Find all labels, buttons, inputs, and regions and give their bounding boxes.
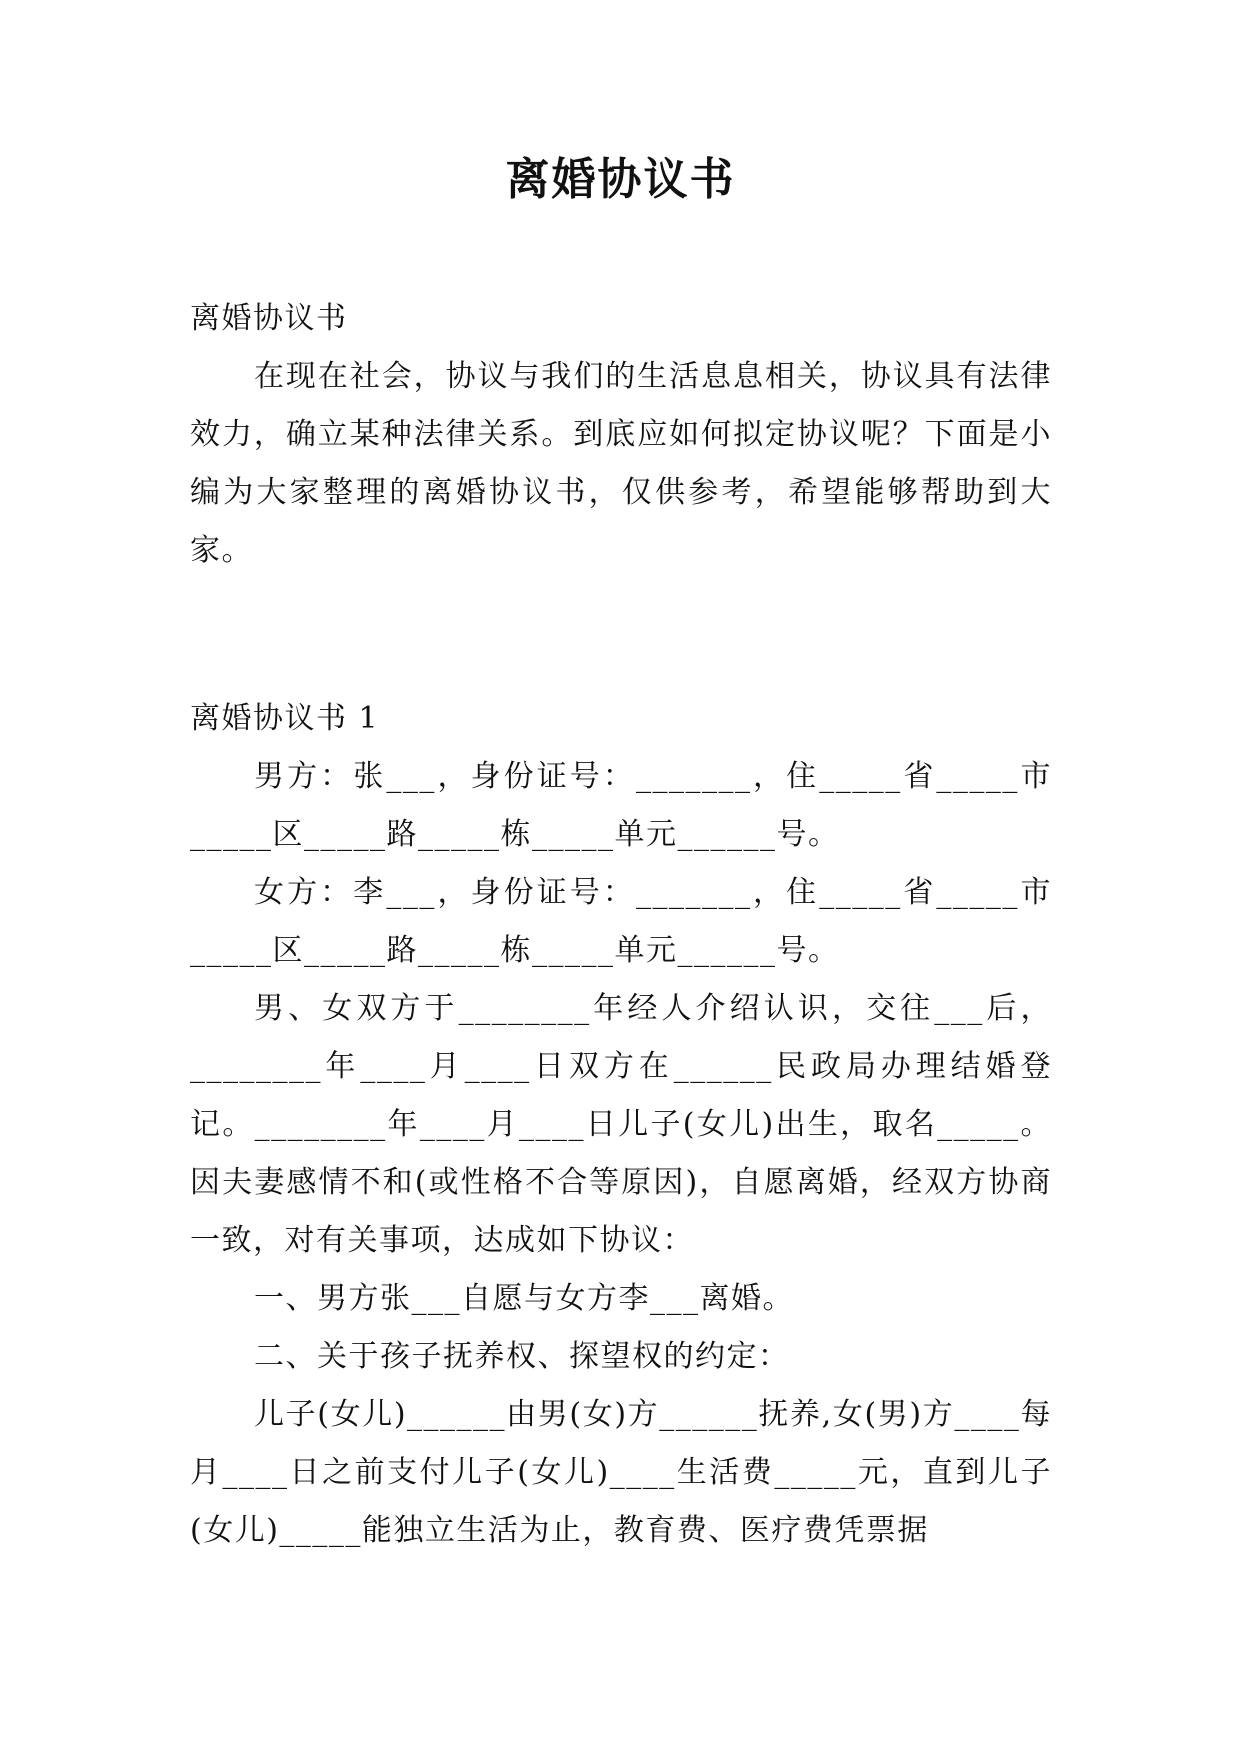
male-party-paragraph: 男方：张___，身份证号：_______，住_____省_____市_____区_____路_____栋_____单元______号。 (190, 759, 1052, 852)
intro-section (190, 290, 1052, 580)
section-heading: 离婚协议书 1 (190, 701, 380, 736)
agreement-section (190, 690, 1052, 1560)
document-title: 离婚协议书 (505, 154, 736, 205)
clause-2-heading: 二、关于孩子抚养权、探望权的约定： (254, 1339, 790, 1374)
intro-paragraph: 在现在社会，协议与我们的生活息息相关，协议具有法律效力，确立某种法律关系。到底应如何拟定协议呢？下面是小编为大家整理的离婚协议书，仅供参考，希望能够帮助到大家。 (190, 359, 1052, 568)
clause-1-paragraph: 一、男方张___自愿与女方李___离婚。 (254, 1281, 794, 1316)
intro-heading: 离婚协议书 (190, 301, 348, 336)
custody-paragraph: 儿子(女儿)______由男(女)方______抚养,女(男)方____每月____日之前支付儿子(女儿)____生活费_____元，直到儿子(女儿)_____能独立生活为止，教育费、医疗费凭票据 (190, 1397, 1052, 1548)
female-party-paragraph: 女方：李___，身份证号：_______，住_____省_____市_____区_____路_____栋_____单元______号。 (190, 875, 1052, 968)
marriage-history-paragraph: 男、女双方于________年经人介绍认识，交往___后，________年____月____日双方在______民政局办理结婚登记。________年____月____日儿子(女儿)出生，取名_____。因夫妻感情不和(或性格不合等原因)，自愿离婚，经双方协商一致，对有关事项，达成如下协议： (190, 991, 1052, 1258)
